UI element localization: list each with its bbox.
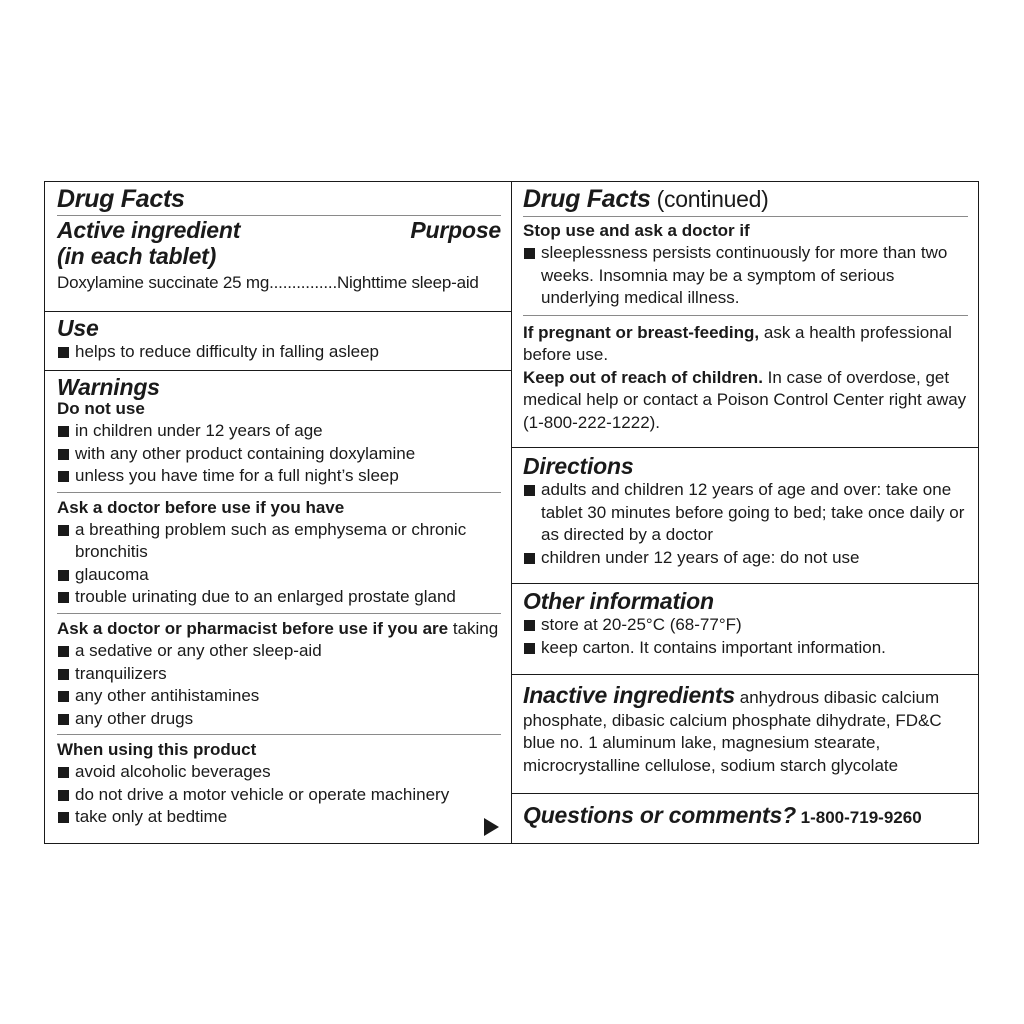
inactive-ingredients-section [512, 682, 978, 777]
list-item: children under 12 years of age: do not use [523, 547, 968, 570]
list-item: trouble urinating due to an enlarged prostate gland [57, 586, 501, 609]
active-ingredient-section [45, 185, 511, 295]
divider [512, 674, 978, 675]
inactive-ingredients-heading: Inactive ingredients [523, 682, 736, 708]
square-bullet-icon [58, 525, 69, 536]
square-bullet-icon [524, 643, 535, 654]
divider [512, 447, 978, 448]
left-column [45, 182, 512, 843]
list-item: any other drugs [57, 708, 501, 731]
purpose-heading: Purpose [410, 217, 501, 243]
list-item: keep carton. It contains important information. [523, 637, 968, 660]
list-item: any other antihistamines [57, 685, 501, 708]
questions-section [512, 802, 978, 831]
use-heading: Use [57, 315, 99, 341]
list-item: avoid alcoholic beverages [57, 761, 501, 784]
when-using-heading: When using this product [57, 740, 257, 759]
rule [57, 492, 501, 493]
square-bullet-icon [58, 471, 69, 482]
questions-phone: 1-800-719-9260 [795, 808, 922, 827]
ask-doctor-heading: Ask a doctor before use if you have [57, 497, 345, 517]
rule [57, 613, 501, 614]
list-item: adults and children 12 years of age and over: take one tablet 30 minutes before going to bed; take once daily or as directed by a doctor [523, 479, 968, 547]
directions-section [512, 453, 978, 569]
list-item: unless you have time for a full night’s sleep [57, 465, 501, 488]
questions-line: Questions or comments? 1-800-719-9260 [523, 802, 922, 828]
list-item: sleeplessness persists continuously for more than two weeks. Insomnia may be a symptom of serious underlying medical illness. [523, 242, 968, 310]
divider [512, 583, 978, 584]
right-column [512, 182, 978, 843]
list-item: take only at bedtime [57, 806, 501, 829]
active-ingredient-line: Doxylamine succinate 25 mg...............Nighttime sleep-aid [57, 273, 479, 292]
warnings-heading: Warnings [57, 374, 160, 400]
list-item: glaucoma [57, 564, 501, 587]
square-bullet-icon [58, 767, 69, 778]
square-bullet-icon [58, 426, 69, 437]
ask-pharmacist-heading: Ask a doctor or pharmacist before use if you are taking [57, 618, 499, 638]
use-section [45, 315, 511, 364]
list-item: do not drive a motor vehicle or operate machinery [57, 784, 501, 807]
stop-use-heading: Stop use and ask a doctor if [523, 221, 750, 240]
other-information-section [512, 588, 978, 659]
title-rule [523, 216, 968, 217]
directions-heading: Directions [523, 453, 634, 479]
list-item: tranquilizers [57, 663, 501, 686]
square-bullet-icon [58, 646, 69, 657]
divider [45, 370, 511, 371]
square-bullet-icon [58, 691, 69, 702]
inactive-ingredients-text: Inactive ingredients anhydrous dibasic calcium phosphate, dibasic calcium phosphate dihydrate, FD&C blue no. 1 aluminum lake, magnesium stearate, microcrystalline cellulose, sodium starch glycolate [523, 682, 942, 775]
list-item: a breathing problem such as emphysema or chronic bronchitis [57, 519, 501, 564]
continued-section [512, 185, 978, 434]
square-bullet-icon [58, 347, 69, 358]
square-bullet-icon [58, 449, 69, 460]
title-rule [57, 215, 501, 216]
pregnant-warning: If pregnant or breast-feeding, ask a health professional before use. [523, 322, 952, 364]
list-item: helps to reduce difficulty in falling asleep [57, 341, 501, 364]
divider [45, 311, 511, 312]
list-item: a sedative or any other sleep-aid [57, 640, 501, 663]
continue-arrow-icon [484, 818, 499, 836]
list-item: with any other product containing doxylamine [57, 443, 501, 466]
list-item: in children under 12 years of age [57, 420, 501, 443]
square-bullet-icon [524, 620, 535, 631]
keep-out-warning: Keep out of reach of children. In case of overdose, get medical help or contact a Poison Control Center right away (1-800-222-1222). [523, 367, 967, 432]
square-bullet-icon [58, 714, 69, 725]
other-information-heading: Other information [523, 588, 714, 614]
warnings-section [45, 374, 511, 829]
square-bullet-icon [58, 570, 69, 581]
rule [57, 734, 501, 735]
square-bullet-icon [58, 592, 69, 603]
square-bullet-icon [58, 812, 69, 823]
rule [523, 315, 968, 316]
active-ingredient-subheading: (in each tablet) [57, 243, 217, 269]
square-bullet-icon [524, 248, 535, 259]
active-heading-row [57, 217, 501, 243]
square-bullet-icon [524, 553, 535, 564]
square-bullet-icon [58, 790, 69, 801]
do-not-use-heading: Do not use [57, 399, 145, 418]
list-item: store at 20-25°C (68-77°F) [523, 614, 968, 637]
drug-facts-panel [44, 181, 979, 844]
active-ingredient-heading: Active ingredient [57, 217, 241, 243]
drug-facts-continued-title: Drug Facts (continued) [523, 185, 769, 213]
divider [512, 793, 978, 794]
square-bullet-icon [524, 485, 535, 496]
square-bullet-icon [58, 669, 69, 680]
drug-facts-title: Drug Facts [57, 185, 185, 213]
